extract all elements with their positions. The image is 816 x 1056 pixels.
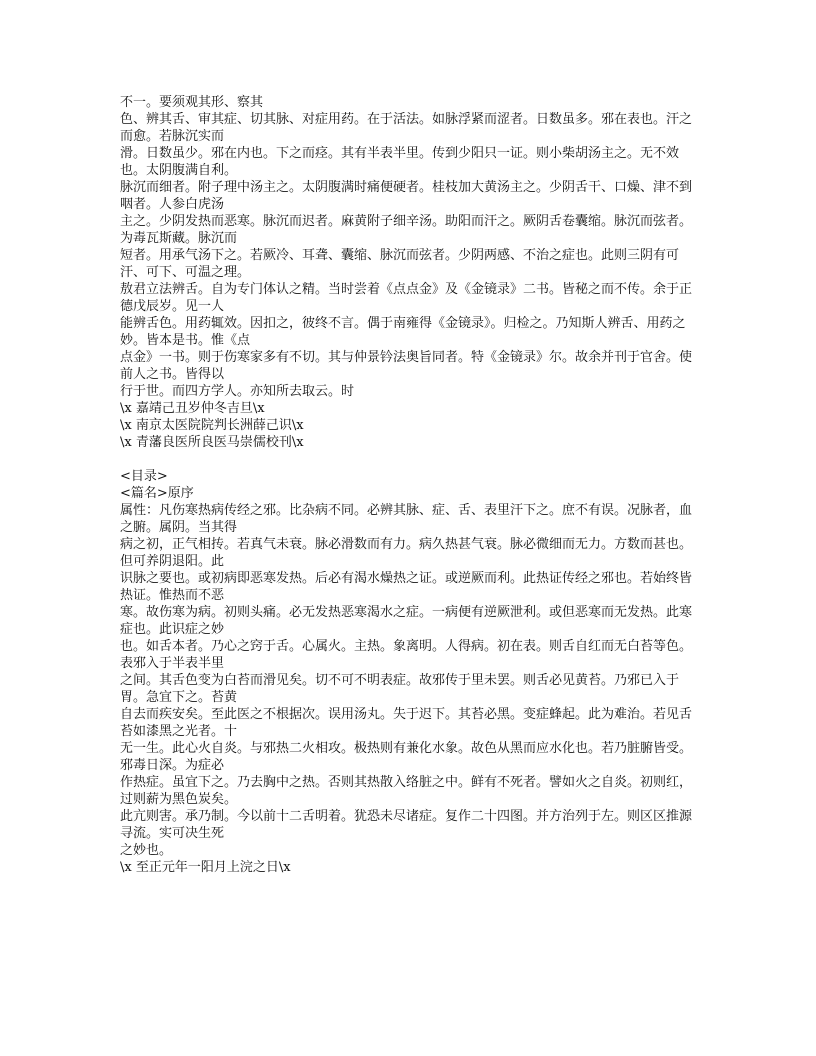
text-line: 识脉之要也。或初病即恶寒发热。后必有渴水燥热之证。或逆厥而利。此热证传经之邪也。若始终皆热证。惟热而不恶: [120, 571, 693, 603]
text-line: 之间。其舌色变为白苔而滑见矣。切不可不明表症。故邪传于里未罢。则舌必见黄苔。乃邪已入于胃。急宜下之。苔黄: [120, 673, 680, 705]
text-line: 也。如舌本者。乃心之窍于舌。心属火。主热。象离明。人得病。初在表。则舌自红而无白苔等色。表邪入于半表半里: [120, 639, 693, 671]
text-line: 敖君立法辨舌。自为专门体认之精。当时尝着《点点金》及《金镜录》二书。皆秘之而不传。余于正德戊辰岁。见一人: [120, 282, 693, 314]
text-line: 寒。故伤寒为病。初则头痛。必无发热恶寒渴水之症。一病便有逆厥泄利。或但恶寒而无发热。此寒症也。此识症之妙: [120, 605, 693, 637]
text-line: 色、辨其舌、审其症、切其脉、对症用药。在于活法。如脉浮紧而涩者。日数虽多。邪在表也。汗之而愈。若脉沉实而: [120, 112, 693, 144]
text-line: 无一生。此心火自炎。与邪热二火相攻。极热则有兼化水象。故色从黑而应水化也。若乃脏腑皆受。邪毒日深。为症必: [120, 741, 693, 773]
section-spacer: [120, 451, 700, 468]
text-line: 不一。要须观其形、察其: [120, 95, 264, 110]
text-line: 行于世。而四方学人。亦知所去取云。时: [120, 384, 355, 399]
text-line: 自去而疾安矣。至此医之不根据次。误用汤丸。失于迟下。其苔必黑。变症蜂起。此为难治。若见舌苔如漆黑之光者。十: [120, 707, 693, 739]
author-line: \x 南京太医院院判长洲薛己识\x: [120, 418, 304, 433]
date-line: \x 嘉靖己丑岁仲冬吉旦\x: [120, 401, 265, 416]
text-line: 属性：凡伤寒热病传经之邪。比杂病不同。必辨其脉、症、舌、表里汗下之。庶不有误。况脉者，血之腑。属阴。当其得: [120, 503, 693, 535]
text-line: 主之。少阴发热而恶寒。脉沉而迟者。麻黄附子细辛汤。助阳而汗之。厥阴舌卷囊缩。脉沉而弦者。为毒瓦斯藏。脉沉而: [120, 214, 693, 246]
date-line: \x 至正元年一阳月上浣之日\x: [120, 860, 291, 875]
catalog-heading: <目录>: [120, 469, 168, 484]
text-line: 病之初，正气相抟。若真气未衰。脉必滑数而有力。病久热甚气衰。脉必微细而无力。方数而甚也。但可养阴退阳。此: [120, 537, 693, 569]
original-preface-section: [120, 468, 700, 876]
text-line: 此亢则害。承乃制。今以前十二舌明着。犹恐未尽诸症。复作二十四图。并方治列于左。则区区推源寻流。实可决生死: [120, 809, 693, 841]
preface-section: [120, 94, 700, 451]
text-line: 短者。用承气汤下之。若厥冷、耳聋、囊缩、脉沉而弦者。少阴两感、不治之症也。此则三阴有可汗、可下、可温之理。: [120, 248, 680, 280]
text-line: 脉沉而细者。附子理中汤主之。太阴腹满时痛便硬者。桂枝加大黄汤主之。少阴舌干、口燥、津不到咽者。人参白虎汤: [120, 180, 693, 212]
text-line: 之妙也。: [120, 843, 173, 858]
text-line: 作热症。虽宜下之。乃去胸中之热。否则其热散入络脏之中。鲜有不死者。譬如火之自炎。初则红，过则薪为黑色炭矣。: [120, 775, 693, 807]
document-page: [120, 94, 700, 876]
text-line: 滑。日数虽少。邪在内也。下之而痉。其有半表半里。传到少阳只一证。则小柴胡汤主之。无不效也。太阴腹满自利。: [120, 146, 680, 178]
editor-line: \x 青藩良医所良医马崇儒校刊\x: [120, 435, 304, 450]
chapter-title: <篇名>原序: [120, 486, 194, 501]
text-line: 点金》一书。则于伤寒家多有不切。其与仲景钤法奥旨同者。特《金镜录》尔。故余并刊于官舍。使前人之书。皆得以: [120, 350, 693, 382]
text-line: 能辨舌色。用药辄效。因扣之，彼终不言。偶于南雍得《金镜录》。归检之。乃知斯人辨舌、用药之妙。皆本是书。惟《点: [120, 316, 686, 348]
